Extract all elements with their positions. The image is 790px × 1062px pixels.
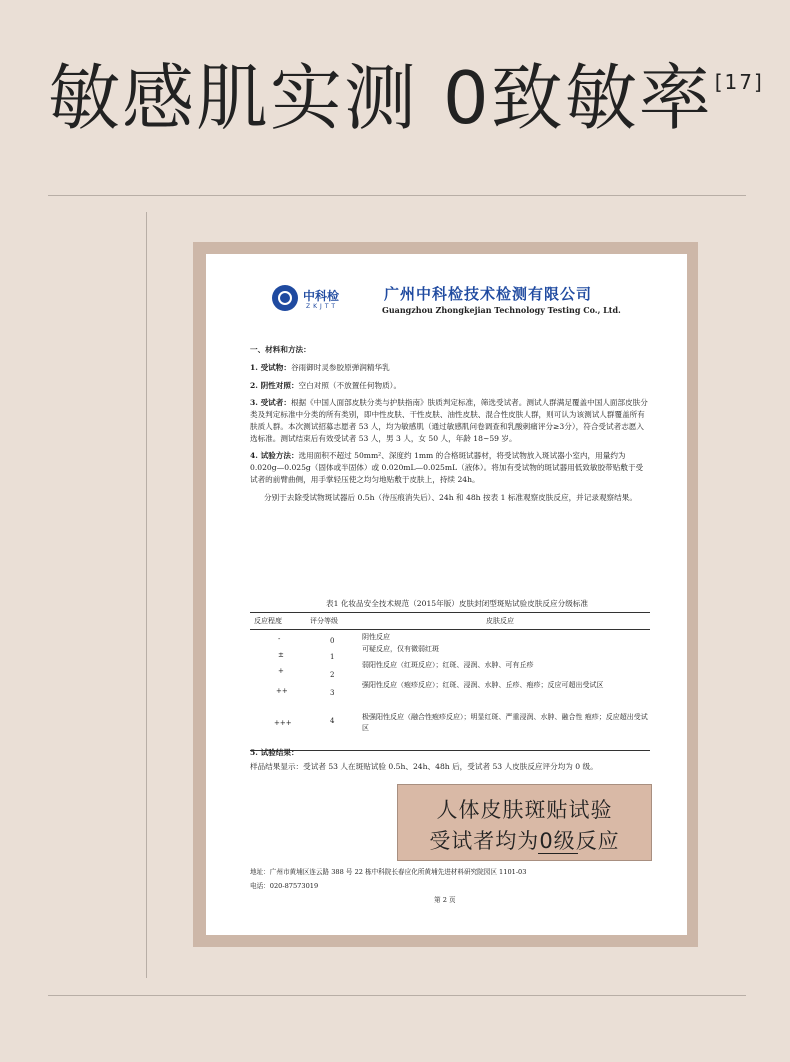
divider-bottom <box>48 995 746 996</box>
table-cell-symbol: + <box>278 667 284 675</box>
table-header-cell: 评分等级 <box>310 617 338 625</box>
report-footer <box>250 866 526 894</box>
table-title: 表1 化妆品安全技术规范（2015年版）皮肤封闭型斑贴试验皮肤反应分级标准 <box>326 599 588 608</box>
table-cell-desc: 强阳性反应（疱疹反应）；红斑、浸润、水肿、丘疹、疱疹；反应可超出受试区 <box>362 681 604 689</box>
logo-text-cn: 中科检 <box>303 289 340 303</box>
table-header <box>250 612 650 630</box>
table-cell-desc: 极强阳性反应（融合性疱疹反应）；明显红斑、严重浸润、水肿、融合性 疱疹；反应超出受试区 <box>362 713 648 733</box>
reaction-grade-table <box>250 612 650 751</box>
logo-text-en: ZKJTT <box>306 303 339 310</box>
table-cell-symbol: +++ <box>274 719 292 727</box>
company-name-en: Guangzhou Zhongkejian Technology Testing Co., Ltd. <box>382 305 621 315</box>
callout-line-1: 人体皮肤斑贴试验 <box>436 798 613 822</box>
table-cell-symbol: ++ <box>276 687 288 695</box>
table-body <box>250 630 650 751</box>
item-test-substance: 1. 受试物：谷雨御时灵参胶原弹润精华乳 <box>250 362 390 372</box>
page-title <box>48 56 764 140</box>
table-cell-desc: 阴性反应 <box>362 633 390 641</box>
table-cell-grade: 1 <box>330 653 335 661</box>
page-title-text: 敏感肌实测 0致敏率 <box>48 56 713 140</box>
callout-underline <box>538 853 578 854</box>
table-cell-desc: 可疑反应，仅有微弱红斑 <box>362 645 439 653</box>
company-logo-icon <box>272 285 298 311</box>
divider-left <box>146 212 147 978</box>
table-cell-symbol: ± <box>278 651 284 659</box>
page-number: 第 2 页 <box>434 896 456 904</box>
company-name-cn: 广州中科检技术检测有限公司 <box>384 285 593 303</box>
callout-line-2: 受试者均为0级反应 <box>429 829 620 853</box>
table-cell-grade: 2 <box>330 671 335 679</box>
table-header-cell: 反应程度 <box>254 617 282 625</box>
test-results <box>250 746 598 775</box>
item-subjects: 3. 受试者：根据《中国人面部皮肤分类与护肤指南》肤质判定标准，筛选受试者。测试人群满足覆盖中国人面部皮肤分类及判定标准中分类的所有类别，即中性皮肤、干性皮肤、油性皮肤、混合性皮肤人群，则可认为该测试人群覆盖所有肤质人群。本次测试招募志愿者 53 人，均为敏感肌（通过敏感肌问卷调查和乳酸刺痛评分≥3分），符合受试者志愿入选标准。测试结束后有效受试者 53 人，男 3 人，女 50 人，年龄 18~59 岁。 <box>250 398 648 443</box>
table-cell-desc: 弱阳性反应（红斑反应）；红斑、浸润、水肿、可有丘疹 <box>362 661 534 669</box>
callout-highlight: 0级 <box>539 829 576 853</box>
divider-top <box>48 195 746 196</box>
table-cell-grade: 0 <box>330 637 335 645</box>
report-body <box>250 344 650 509</box>
table-cell-grade: 4 <box>330 717 335 725</box>
results-text: 样品结果显示：受试者 53 人在斑贴试验 0.5h、24h、48h 后，受试者 53 人皮肤反应评分均为 0 级。 <box>250 762 598 772</box>
item-method: 4. 试验方法：选用面积不超过 50mm²、深度约 1mm 的合格斑试器材，将受试物放入斑试器小室内，用量约为 0.020g—0.025g（固体或半固体）或 0.020mL—0.025mL（液体）。将加有受试物的斑试器用低致敏胶带贴敷于受试者的前臂曲侧，用手掌轻压使之均匀地贴敷于皮肤上，持续 24h。 <box>250 451 644 484</box>
table-cell-symbol: - <box>278 635 281 643</box>
item-negative-control: 2. 阴性对照：空白对照（不放置任何物质）。 <box>250 380 402 390</box>
table-cell-grade: 3 <box>330 689 335 697</box>
item-method-observation: 分别于去除受试物斑试器后 0.5h（待压痕消失后）、24h 和 48h 按表 1 标准观察皮肤反应，并记录观察结果。 <box>264 492 637 502</box>
result-callout <box>397 784 652 861</box>
footer-phone: 电话：020-87573019 <box>250 881 319 890</box>
citation-marker: [17] <box>714 70 764 94</box>
results-label: 5. 试验结果： <box>250 748 299 757</box>
footer-address: 地址：广州市黄埔区连云路 388 号 22 栋中科院长春应化所黄埔先进材料研究院园区 1101-03 <box>250 868 527 876</box>
section-title: 一、材料和方法： <box>250 345 311 354</box>
table-header-cell: 皮肤反应 <box>486 617 514 625</box>
